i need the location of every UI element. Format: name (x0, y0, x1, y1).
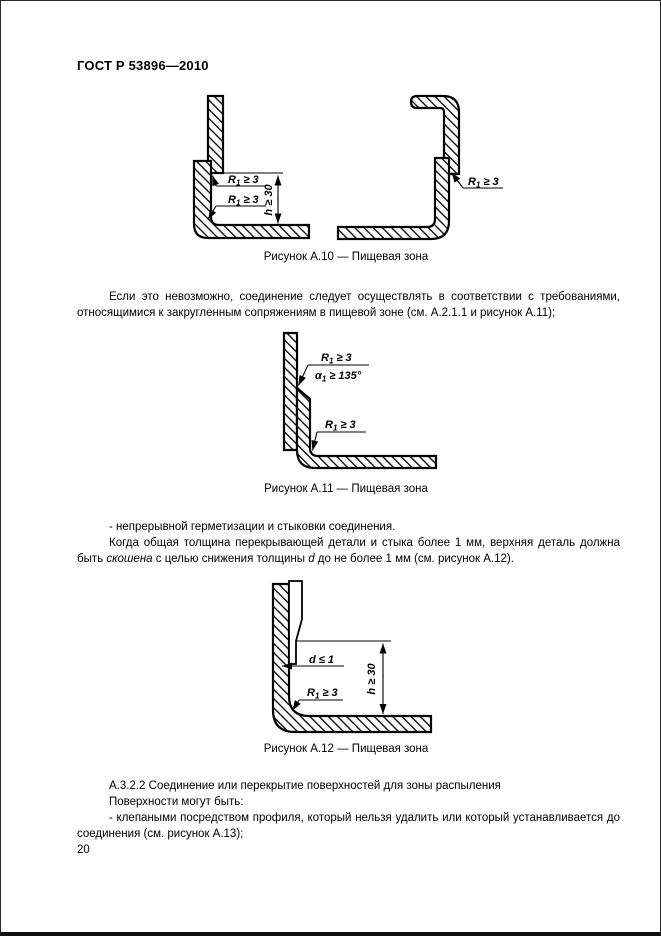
paragraph-block-2 (77, 519, 620, 567)
paragraph-text: до не более 1 мм (см. рисунок А.12). (314, 553, 514, 565)
figure-a12-drawing (269, 579, 434, 739)
back-wall-section (284, 333, 297, 450)
leader-arrow-r1-top (299, 365, 309, 386)
paragraph-block-1 (77, 289, 620, 321)
paragraph-text: Когда общая толщина перекрывающей детали и стыка более 1 мм, верхняя деталь должна быть (77, 537, 620, 565)
figure-caption-a11: Рисунок А.11 — Пищевая зона (264, 483, 428, 495)
label-r1-lower: $R_1 \ge 3$ (228, 194, 259, 208)
label-alpha1: $\alpha_1 \ge 135^\circ$ (315, 370, 362, 384)
paragraph (77, 794, 620, 810)
leader-arrow-r1-upper (213, 176, 217, 187)
figure-caption-a12: Рисунок А.12 — Пищевая зона (263, 743, 429, 755)
label-d-dimension: d ≤ 1 (309, 654, 335, 666)
emphasis-text: d (308, 553, 315, 565)
paragraph-text: Если это невозможно, соединение следует осуществлять в соответствии с требованиями, относящимися к закругленным сопряжениям в пищевой зоне (см. А.2.1.1 и рисунок А.11); (77, 291, 620, 319)
paragraph-text: А.3.2.2 Соединение или перекрытие поверхностей для зоны распыления (109, 780, 501, 792)
label-r1: $R_1 \ge 3$ (307, 687, 338, 701)
paragraph (77, 535, 620, 567)
paragraph-text: с целью снижения толщины (152, 553, 309, 565)
paragraph-text: Поверхности могут быть: (109, 796, 244, 808)
label-r1-upper: $R_1 \ge 3$ (228, 174, 259, 188)
leader-arrow-r1 (293, 700, 300, 711)
emphasis-text: скошена (106, 553, 153, 565)
label-r1-top: $R_1 \ge 3$ (321, 352, 352, 366)
paragraph-block-3 (77, 778, 620, 842)
label-r1-right: $R_1 \ge 3$ (468, 176, 499, 190)
label-h-dimension: h ≥ 30 (366, 663, 378, 695)
paragraph (77, 519, 620, 535)
overlapping-detail-side-view (289, 581, 302, 664)
label-r1-bottom: $R_1 \ge 3$ (325, 419, 356, 433)
page-number: 20 (77, 844, 90, 856)
paragraph (77, 289, 620, 321)
leader-arrow-r1-bottom (313, 432, 318, 451)
figure-caption-a10: Рисунок А.10 — Пищевая зона (263, 251, 429, 263)
label-h-dimension: h ≥ 30 (263, 184, 275, 216)
figure-a10-drawing (184, 89, 506, 247)
paragraph-text: - клепаными посредством профиля, который нельзя удалить или который устанавливается до соединения (см. рисунок А.13); (77, 812, 620, 840)
paragraph-text: - непрерывной герметизации и стыковки соединения. (109, 521, 396, 533)
page-title: ГОСТ Р 53896—2010 (77, 58, 209, 73)
section-heading (77, 778, 620, 794)
right-lower-wall-section (338, 158, 449, 239)
front-overlap-section (297, 388, 436, 468)
paragraph (77, 810, 620, 842)
figure-a11-drawing (271, 331, 441, 476)
